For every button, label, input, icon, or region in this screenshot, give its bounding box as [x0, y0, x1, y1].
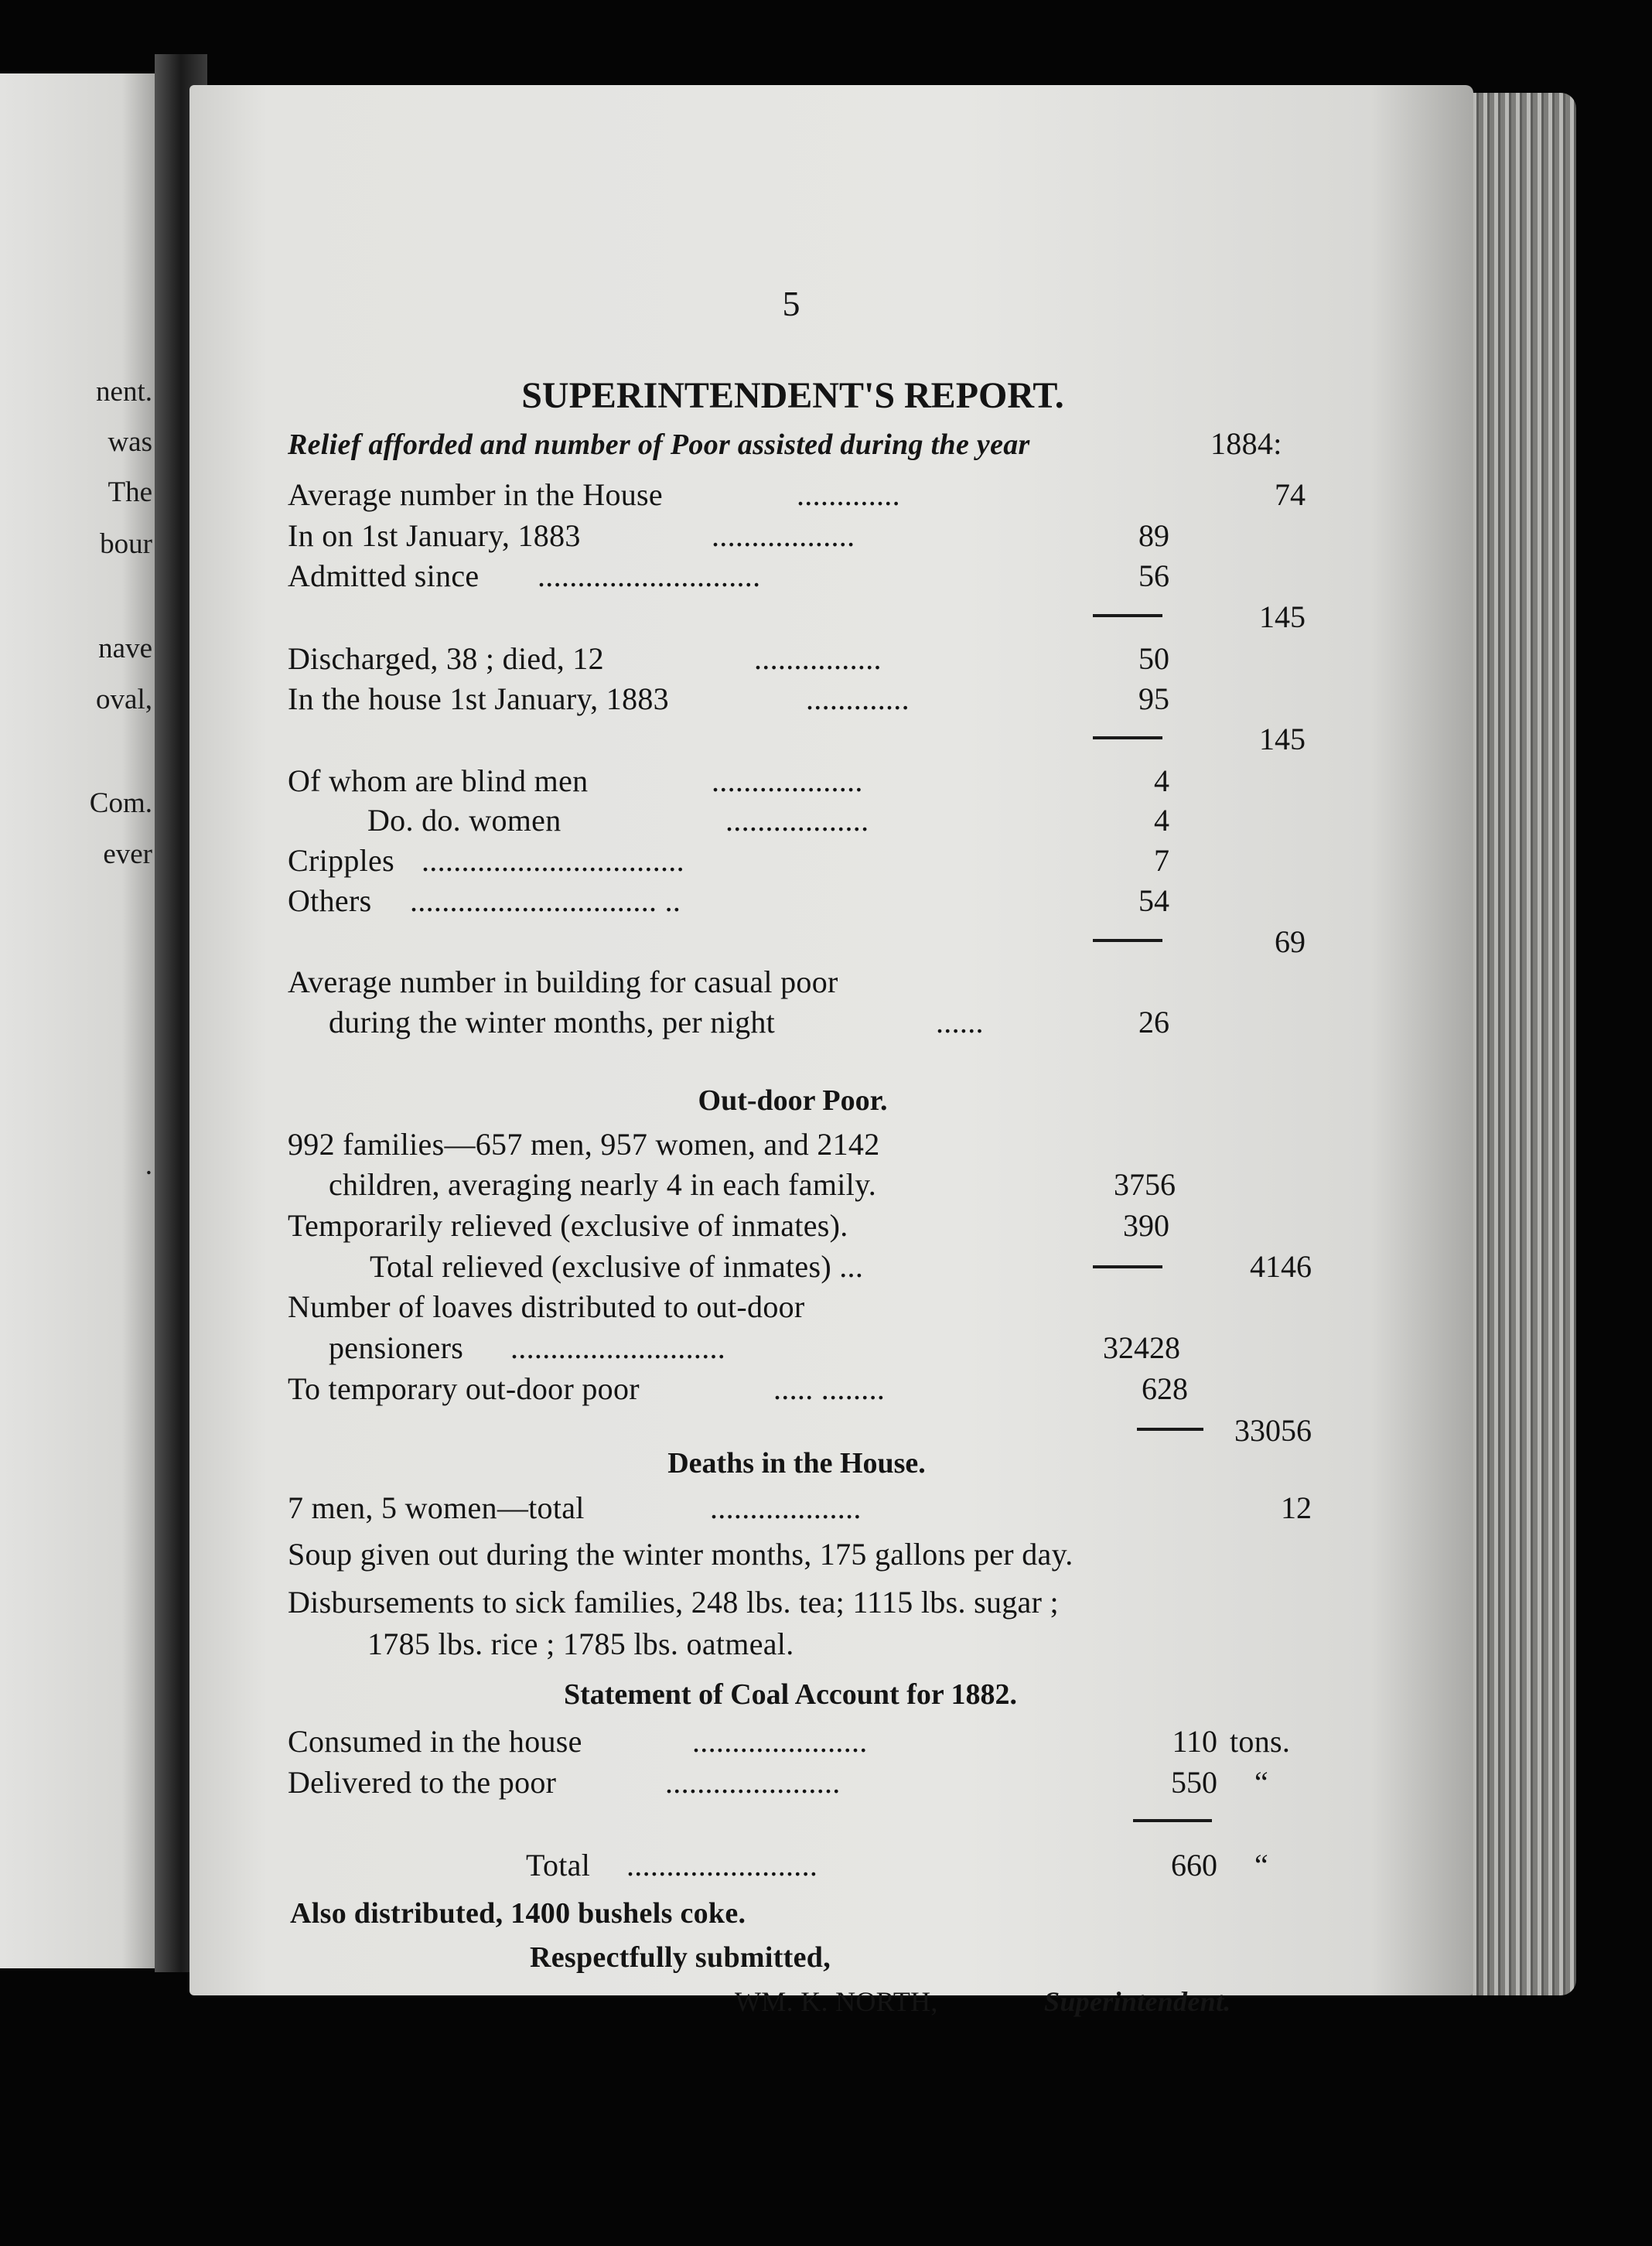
value-total: 33056	[1234, 1413, 1312, 1448]
value: 56	[1138, 558, 1169, 593]
row-label: Of whom are blind men	[288, 763, 589, 798]
soup-line: Soup given out during the winter months, 175 gallons per day.	[288, 1537, 1073, 1572]
outdoor-heading: Out-door Poor.	[698, 1084, 888, 1117]
dot-leader: ........................	[626, 1848, 818, 1882]
left-page-fragment: nent.	[96, 376, 152, 408]
outdoor-line: 992 families—657 men, 957 women, and 2142	[288, 1127, 880, 1162]
dot-leader: ..... ........	[773, 1371, 886, 1406]
row-label: In on 1st January, 1883	[288, 518, 581, 553]
row-label: To temporary out-door poor	[288, 1371, 640, 1406]
value: 390	[1123, 1208, 1169, 1243]
dot-leader: ......................	[692, 1724, 868, 1759]
coal-unit: tons.	[1230, 1724, 1291, 1759]
value-total: 69	[1275, 924, 1306, 959]
value-total: 4146	[1250, 1249, 1312, 1284]
row-label: In the house 1st January, 1883	[288, 681, 669, 716]
dot-leader: .............	[806, 681, 910, 716]
row-label: Others	[288, 883, 372, 918]
deaths-heading: Deaths in the House.	[667, 1447, 926, 1480]
row-label: Total relieved (exclusive of inmates) ...	[370, 1249, 864, 1284]
sum-rule	[1137, 1428, 1203, 1431]
row-label: Discharged, 38 ; died, 12	[288, 641, 604, 676]
value: 7	[1154, 843, 1169, 878]
coal-row-label: Delivered to the poor	[288, 1765, 557, 1800]
dot-leader: ............................	[538, 558, 761, 593]
coal-value: 110	[1172, 1724, 1217, 1759]
value: 628	[1142, 1371, 1188, 1406]
value-total: 74	[1275, 477, 1306, 512]
dot-leader: ...................	[712, 763, 863, 798]
dot-leader: .............	[797, 477, 900, 512]
coal-row-label: Consumed in the house	[288, 1724, 582, 1759]
sum-rule	[1093, 1265, 1162, 1268]
value: 4	[1154, 803, 1169, 838]
loaves-line: pensioners	[329, 1330, 464, 1365]
value-total: 145	[1259, 722, 1306, 756]
dot-leader: ...................	[710, 1490, 862, 1525]
page-number: 5	[782, 284, 800, 323]
row-label: Average number in the House	[288, 477, 663, 512]
value: 95	[1138, 681, 1169, 716]
dot-leader: ............................... ..	[410, 883, 681, 918]
sum-rule	[1093, 736, 1162, 739]
outdoor-line: children, averaging nearly 4 in each family.	[329, 1167, 877, 1202]
left-page-fragment: was	[108, 426, 152, 458]
coal-unit: “	[1254, 1765, 1269, 1800]
casual-poor-line: during the winter months, per night	[329, 1005, 776, 1039]
coal-unit: “	[1254, 1848, 1269, 1882]
value: 54	[1138, 883, 1169, 918]
sum-rule	[1093, 614, 1162, 617]
dot-leader: ................	[754, 641, 882, 676]
value: 3756	[1114, 1167, 1176, 1202]
signature-title: Superintendent.	[1044, 1986, 1231, 2017]
left-page-fragment: .	[145, 1149, 152, 1181]
sum-rule	[1133, 1819, 1212, 1822]
value: 4	[1154, 763, 1169, 798]
coal-value: 550	[1171, 1765, 1217, 1800]
dot-leader: ...........................	[510, 1330, 726, 1365]
left-page-fragment: nave	[98, 633, 152, 664]
row-label: Temporarily relieved (exclusive of inmates).	[288, 1208, 848, 1243]
disbursements-line: Disbursements to sick families, 248 lbs. tea; 1115 lbs. sugar ;	[288, 1585, 1059, 1620]
disbursements-line: 1785 lbs. rice ; 1785 lbs. oatmeal.	[367, 1626, 794, 1661]
value: 89	[1138, 518, 1169, 553]
dot-leader: .................................	[422, 843, 684, 878]
left-page-fragment: ever	[103, 838, 152, 870]
value-total: 12	[1281, 1490, 1312, 1525]
left-page-fragment: Com.	[89, 787, 152, 819]
left-page-fragment: bour	[100, 528, 152, 560]
loaves-line: Number of loaves distributed to out-door	[288, 1289, 805, 1324]
row-label: 7 men, 5 women—total	[288, 1490, 585, 1525]
dot-leader: ......................	[665, 1765, 841, 1800]
closing-line: Respectfully submitted,	[530, 1941, 831, 1974]
left-page-fragment: oval,	[96, 684, 152, 715]
coke-line: Also distributed, 1400 bushels coke.	[290, 1897, 746, 1930]
page-title: SUPERINTENDENT'S REPORT.	[521, 375, 1064, 416]
sum-rule	[1093, 939, 1162, 942]
left-page-fragment: The	[108, 476, 152, 508]
row-label: Admitted since	[288, 558, 480, 593]
dot-leader: ..................	[725, 803, 869, 838]
casual-poor-line: Average number in building for casual poor	[288, 964, 838, 999]
value: 50	[1138, 641, 1169, 676]
value-total: 145	[1259, 599, 1306, 634]
subtitle-year: 1884:	[1210, 426, 1282, 461]
dot-leader: ..................	[712, 518, 855, 553]
signature-name: WM. K. NORTH,	[735, 1986, 938, 2017]
coal-heading: Statement of Coal Account for 1882.	[563, 1678, 1018, 1711]
coal-total-value: 660	[1171, 1848, 1217, 1882]
row-label: Do. do. women	[367, 803, 561, 838]
value: 32428	[1103, 1330, 1180, 1365]
row-label: Cripples	[288, 843, 394, 878]
dot-leader: ......	[936, 1005, 984, 1039]
subtitle: Relief afforded and number of Poor assisted during the year	[288, 428, 1030, 461]
coal-total-label: Total	[526, 1848, 591, 1882]
value: 26	[1138, 1005, 1169, 1039]
